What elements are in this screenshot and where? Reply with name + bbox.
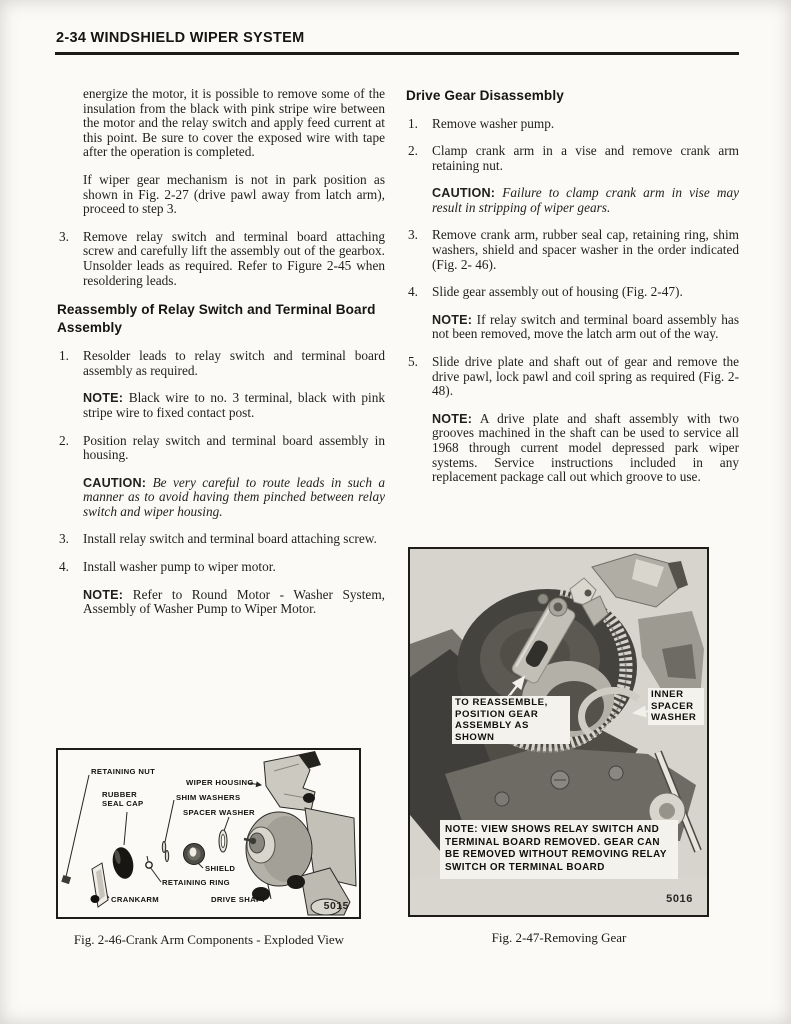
- item-text: Resolder leads to relay switch and terminal board assembly as required.: [83, 348, 385, 378]
- figure-2-46: [56, 748, 362, 947]
- section-heading-drive-gear: Drive Gear Disassembly: [406, 88, 564, 103]
- caution-label: CAUTION:: [83, 475, 147, 490]
- item-text: Clamp crank arm in a vise and remove crank arm retaining nut.: [432, 143, 739, 173]
- part-label-retaining-nut: RETAINING NUT: [91, 767, 156, 776]
- item-text: Install relay switch and terminal board attaching screw.: [83, 531, 377, 547]
- caution-block: [432, 186, 739, 215]
- item-text: Remove washer pump.: [432, 115, 555, 131]
- list-item: [405, 285, 739, 300]
- item-number: 5.: [408, 354, 418, 370]
- note-label: NOTE:: [432, 312, 473, 327]
- list-item: [56, 560, 385, 575]
- photo-number: 5015: [323, 900, 349, 912]
- list-item: [56, 349, 385, 378]
- part-label-wiper-housing: WIPER HOUSING: [186, 778, 254, 787]
- item-number: 3.: [59, 228, 69, 244]
- callout-inner-spacer-washer: INNER SPACER WASHER: [648, 688, 704, 725]
- page-header-title: 2-34 WINDSHIELD WIPER SYSTEM: [56, 30, 305, 46]
- item-number: 4.: [408, 284, 418, 300]
- note-text: A drive plate and shaft assembly with two grooves machined in the shaft can be used to service all 1968 through current model depressed park wiper systems. Service instructions included in any replacement package call out which groove to use.: [432, 410, 740, 485]
- note-label: NOTE:: [83, 587, 124, 602]
- part-label-crankarm: CRANKARM: [111, 895, 160, 904]
- part-label-drive-shaft: DRIVE SHAFT: [211, 895, 267, 904]
- part-label-rubber-seal-cap: RUBBER SEAL CAP: [102, 790, 144, 808]
- item-text: Position relay switch and terminal board assembly in housing.: [83, 432, 385, 463]
- list-item: [56, 230, 385, 288]
- item-number: 2.: [59, 432, 69, 448]
- left-column: [56, 87, 385, 630]
- note-text: Black wire to no. 3 terminal, black with pink stripe wire to fixed contact post.: [83, 390, 385, 420]
- caution-label: CAUTION:: [432, 186, 496, 201]
- callout-reassemble: TO REASSEMBLE, POSITION GEAR ASSEMBLY AS SHOWN: [452, 696, 570, 744]
- list-item: [56, 532, 385, 547]
- note-block: [83, 391, 385, 420]
- paragraph-continuation-1: energize the motor, it is possible to remove some of the insulation from the black with pink stripe wire between the motor and the relay switch and apply feed current at this point. Be sure to cover the exposed wire with tape after the operation is completed.: [83, 86, 385, 160]
- photo-number: 5016: [666, 893, 693, 905]
- item-text: Remove crank arm, rubber seal cap, retaining ring, shim washers, shield and spacer washer in the order indicated (Fig. 2- 46).: [432, 227, 739, 272]
- part-label-spacer-washer: SPACER WASHER: [183, 808, 255, 817]
- item-number: 3.: [59, 531, 69, 547]
- figure-2-47: [408, 547, 710, 945]
- list-item: [405, 355, 739, 399]
- list-item: [405, 228, 739, 272]
- note-text: Refer to Round Motor - Washer System, Assembly of Washer Pump to Wiper Motor.: [83, 586, 385, 617]
- item-text: Install washer pump to wiper motor.: [83, 559, 276, 575]
- photo-note: NOTE: VIEW SHOWS RELAY SWITCH AND TERMINAL BOARD REMOVED. GEAR CAN BE REMOVED WITHOUT REMOVING RELAY SWITCH OR TERMINAL BOARD: [440, 820, 678, 879]
- caution-text: Be very careful to route leads in such a manner as to avoid having them pinched between relay switch and wiper housing.: [83, 474, 385, 519]
- note-block: [83, 588, 385, 617]
- note-block: [432, 313, 739, 342]
- item-number: 2.: [408, 143, 418, 159]
- paragraph-continuation-2: If wiper gear mechanism is not in park position as shown in Fig. 2-27 (drive pawl away from latch arm), proceed to step 3.: [83, 171, 385, 217]
- section-heading-reassembly: Reassembly of Relay Switch and Terminal Board Assembly: [57, 302, 376, 335]
- right-column: [405, 87, 739, 498]
- list-item: [405, 144, 739, 173]
- item-number: 3.: [408, 227, 418, 243]
- note-label: NOTE:: [432, 411, 473, 426]
- item-number: 4.: [59, 559, 69, 575]
- caution-text: Failure to clamp crank arm in vise may result in stripping of wiper gears.: [432, 185, 739, 215]
- figure-caption: Fig. 2-46-Crank Arm Components - Exploded View: [73, 932, 345, 947]
- part-label-shim-washers: SHIM WASHERS: [176, 793, 241, 802]
- part-label-shield: SHIELD: [205, 864, 236, 873]
- header-rule: [55, 52, 739, 55]
- list-item: [405, 117, 739, 132]
- note-label: NOTE:: [83, 391, 124, 406]
- figure-box: [56, 748, 361, 919]
- figure-box: [408, 547, 709, 917]
- caution-block: [83, 476, 385, 520]
- note-text: If relay switch and terminal board assembly has not been removed, move the latch arm out of the way.: [432, 311, 739, 342]
- item-number: 1.: [408, 115, 418, 131]
- item-text: Remove relay switch and terminal board attaching screw and carefully lift the assembly out of the gearbox. Unsolder leads as required. Refer to Figure 2-45 when resoldering leads.: [83, 228, 385, 288]
- item-text: Slide drive plate and shaft out of gear and remove the drive pawl, lock pawl and coil spring as required (Fig. 2-48).: [432, 354, 739, 399]
- list-item: [56, 434, 385, 463]
- item-number: 1.: [59, 348, 69, 364]
- note-block: [432, 412, 739, 485]
- part-label-retaining-ring: RETAINING RING: [162, 878, 230, 887]
- figure-caption: Fig. 2-47-Removing Gear: [491, 930, 627, 945]
- item-text: Slide gear assembly out of housing (Fig. 2-47).: [432, 284, 683, 300]
